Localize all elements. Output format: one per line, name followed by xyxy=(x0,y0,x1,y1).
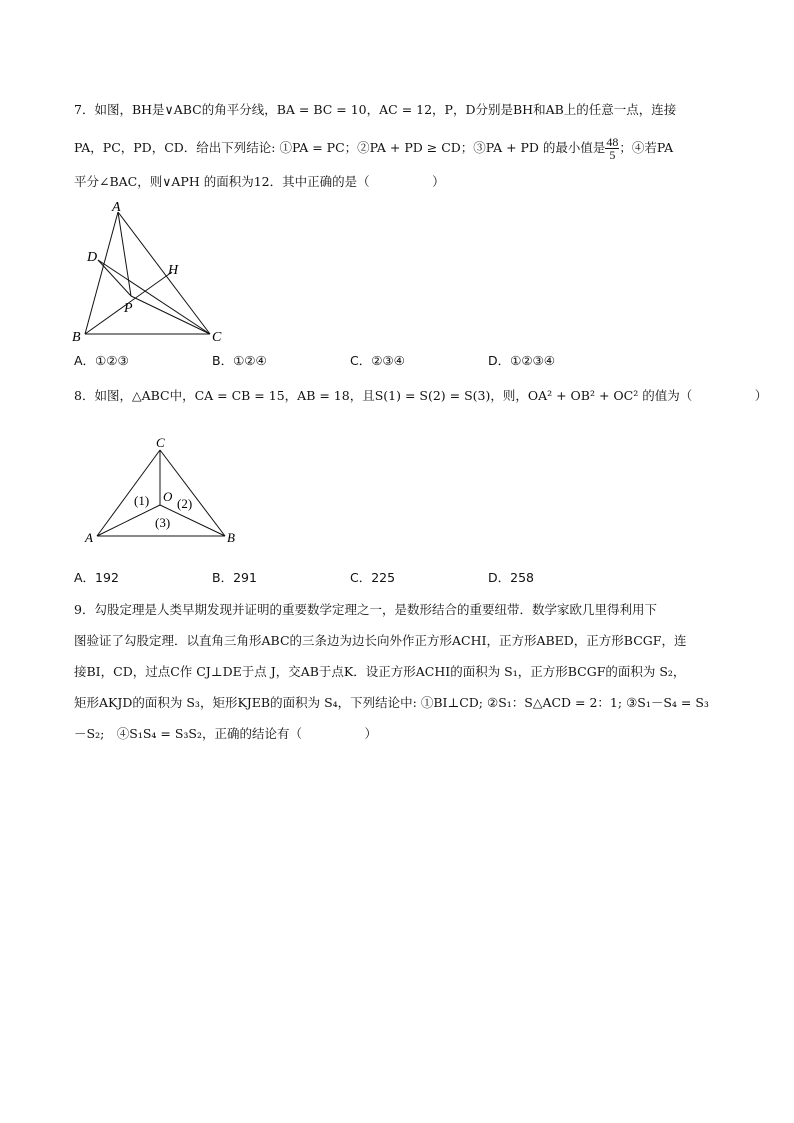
q7-triangle-figure xyxy=(68,196,238,346)
label-d: D xyxy=(87,250,98,265)
label-a: A xyxy=(85,530,93,545)
q8-stem-line-1: 8．如图，△ABC中，CA = CB = 15，AB = 18，且S(1) = S(2) = S(3)，则，OA² + OB² + OC² 的值为（ ） xyxy=(74,388,768,403)
region-2-label: (2) xyxy=(177,496,193,511)
label-p: P xyxy=(124,301,133,316)
q7-option-b[interactable]: B．①②④ xyxy=(212,353,267,368)
q8-option-a[interactable]: A．192 xyxy=(74,570,119,585)
q7-option-c[interactable]: C．②③④ xyxy=(350,353,405,368)
q7-stem-line-2 xyxy=(74,136,673,161)
label-h: H xyxy=(168,263,179,278)
q8-option-d[interactable]: D．258 xyxy=(488,570,534,585)
label-c: C xyxy=(212,330,222,345)
label-a: A xyxy=(112,200,121,215)
q7-options xyxy=(74,352,714,370)
q9-stem-line-3: 接BI，CD，过点C作 CJ⊥DE于点 J，交AB于点K．设正方形ACHI的面积为 S₁，正方形BCGF的面积为 S₂， xyxy=(74,664,686,679)
q8-triangle-figure xyxy=(80,432,242,548)
q9-stem-line-2: 图验证了勾股定理．以直角三角形ABC的三条边为边长向外作正方形ACHI，正方形ABED，正方形BCGF，连 xyxy=(74,633,687,648)
q7-stem-line-2-text: PA，PC，PD，CD．给出下列结论: ①PA = PC；②PA + PD ≥ CD；③PA + PD 的最小值是 xyxy=(74,140,606,155)
q7-stem-line-1: 7．如图，BH是∨ABC的角平分线，BA = BC = 10，AC = 12，P，D分别是BH和AB上的任意一点，连接 xyxy=(74,102,677,117)
q8-options xyxy=(74,569,714,587)
q9-stem-line-4: 矩形AKJD的面积为 S₃，矩形KJEB的面积为 S₄，下列结论中: ①BI⊥CD; ②S₁：S△ACD = 2：1; ③S₁－S₄ = S₃ xyxy=(74,695,709,710)
fraction-numerator: 48 xyxy=(606,135,619,149)
region-1-label: (1) xyxy=(134,493,150,508)
segment-pc xyxy=(131,296,210,334)
segment-ab xyxy=(85,212,118,334)
q9-stem-line-5: －S₂; ④S₁S₄ = S₃S₂，正确的结论有（ ） xyxy=(74,726,378,741)
q7-stem-line-2-tail: ；④若PA xyxy=(619,140,674,155)
q8-option-b[interactable]: B．291 xyxy=(212,570,257,585)
q9-stem-line-1: 9．勾股定理是人类早期发现并证明的重要数学定理之一，是数形结合的重要纽带．数学家欧几里得利用下 xyxy=(74,602,657,617)
q8-option-c[interactable]: C．225 xyxy=(350,570,396,585)
segment-dc xyxy=(98,260,210,334)
segment-ca xyxy=(97,450,160,536)
region-3-label: (3) xyxy=(155,515,171,530)
segment-oa xyxy=(97,505,160,536)
label-b: B xyxy=(227,530,235,545)
label-o: O xyxy=(163,489,173,504)
label-b: B xyxy=(72,330,81,345)
fraction-denominator: 5 xyxy=(609,148,616,162)
q7-option-a[interactable]: A．①②③ xyxy=(74,353,129,368)
min-value-fraction xyxy=(605,136,619,161)
q7-stem-line-3: 平分∠BAC，则∨APH 的面积为12．其中正确的是（ ） xyxy=(74,174,445,189)
label-c: C xyxy=(156,435,165,450)
q7-option-d[interactable]: D．①②③④ xyxy=(488,353,555,368)
